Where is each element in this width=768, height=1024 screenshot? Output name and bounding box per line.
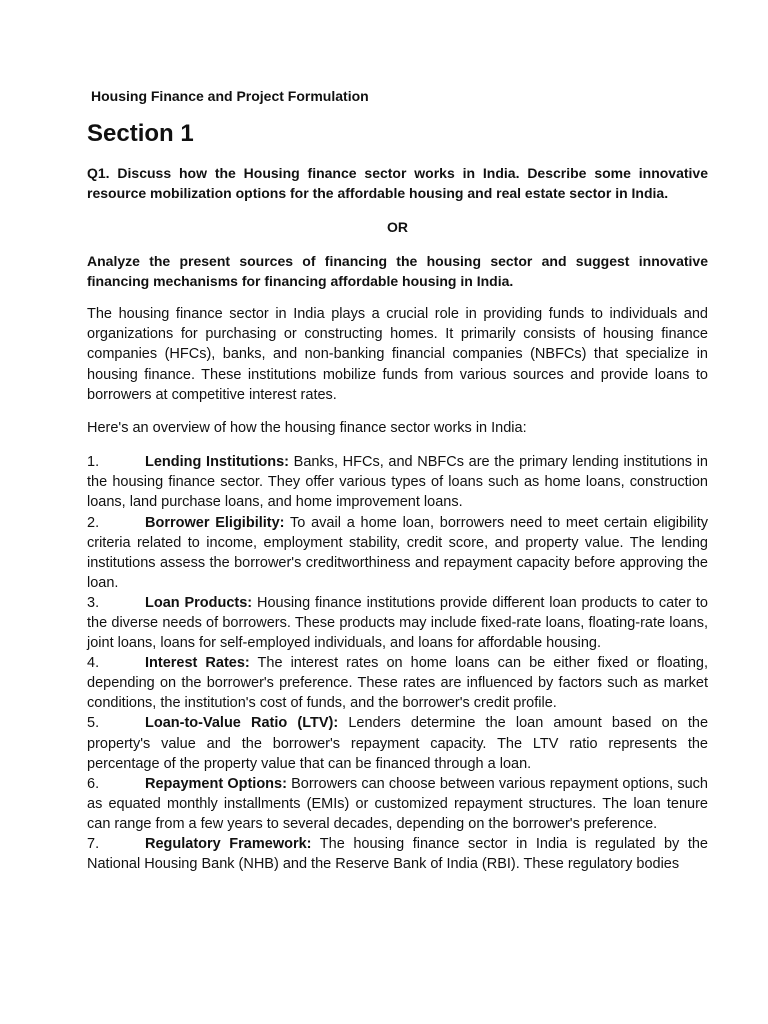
section-heading: Section 1 xyxy=(87,120,194,147)
list-item xyxy=(87,713,708,773)
list-item xyxy=(87,774,708,834)
list-item xyxy=(87,452,708,512)
list-item-number: 3. xyxy=(87,594,100,611)
document-title: Housing Finance and Project Formulation xyxy=(91,88,369,104)
list-item-number: 5. xyxy=(87,715,100,732)
list-item-term: Lending Institutions: xyxy=(145,454,290,471)
overview-line: Here's an overview of how the housing finance sector works in India: xyxy=(87,420,527,437)
list-item xyxy=(87,653,708,713)
list-item-term: Loan-to-Value Ratio (LTV): xyxy=(145,715,339,732)
list-item xyxy=(87,834,708,874)
list-item-text: Banks, HFCs, and NBFCs are the primary lending institutions in the housing finance sector. They offer various types of loans such as home loans, construction loans, land purchase loans, and home improvement loans. xyxy=(87,454,708,511)
list-item-term: Repayment Options: xyxy=(145,775,287,792)
list-item-text: Lenders determine the loan amount based on the property's value and the borrower's repayment capacity. The LTV ratio represents the percentage of the property value that can be financed through a loan. xyxy=(87,715,709,772)
list-item-text: The interest rates on home loans can be either fixed or floating, depending on the borrower's preference. These rates are influenced by factors such as market conditions, the institution's cost of funds, and the borrower's credit profile. xyxy=(87,655,708,712)
list-item-number: 7. xyxy=(87,836,100,852)
list-item-text: The housing finance sector in India is regulated by the National Housing Bank (NHB) and the Reserve Bank of India (RBI). These regulatory bodies xyxy=(87,836,708,873)
document-page xyxy=(87,86,708,874)
list-item-term: Loan Products: xyxy=(145,594,253,611)
list-item xyxy=(87,593,708,653)
list-item xyxy=(87,513,708,593)
list-item-text: Housing finance institutions provide different loan products to cater to the diverse needs of borrowers. These products may include fixed-rate loans, floating-rate loans, joint loans, loans for self-employed individuals, and loans for affordable housing. xyxy=(87,594,708,652)
numbered-list xyxy=(87,452,708,874)
list-item-term: Interest Rates: xyxy=(145,655,250,672)
list-item-number: 6. xyxy=(87,775,100,792)
list-item-number: 4. xyxy=(87,655,100,672)
question-1: Q1. Discuss how the Housing finance sector works in India. Describe some innovative resource mobilization options for the affordable housing and real estate sector in India. xyxy=(87,165,708,201)
list-item-text: To avail a home loan, borrowers need to meet certain eligibility criteria related to income, employment stability, credit score, and property value. The lending institutions assess the borrower's creditworthiness and repayment capacity before approving the loan. xyxy=(87,514,709,591)
list-item-text: Borrowers can choose between various repayment options, such as equated monthly installments (EMIs) or customized repayment structures. The loan tenure can range from a few years to several decades, depending on the borrower's preference. xyxy=(87,775,708,832)
list-item-number: 2. xyxy=(87,514,100,531)
intro-paragraph: The housing finance sector in India plays a crucial role in providing funds to individuals and organizations for purchasing or constructing homes. It primarily consists of housing finance companies (HFCs), banks, and non-banking financial companies (NBFCs) that specialize in housing finance. These institutions mobilize funds from various sources and provide loans to borrowers at competitive interest rates. xyxy=(87,306,708,403)
question-2: Analyze the present sources of financing the housing sector and suggest innovative financing mechanisms for financing affordable housing in India. xyxy=(87,253,708,289)
list-item-number: 1. xyxy=(87,454,100,471)
or-separator: OR xyxy=(387,219,408,235)
list-item-term: Regulatory Framework: xyxy=(145,836,312,852)
list-item-term: Borrower Eligibility: xyxy=(145,514,285,531)
